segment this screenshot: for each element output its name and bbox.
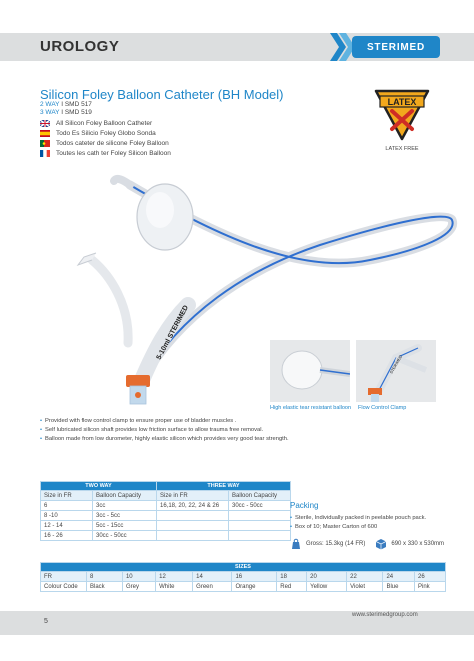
packing-item: • Sterile, Individually packed in peelable pouch pack. <box>290 514 426 523</box>
clamp-label: STERIMED <box>388 354 404 375</box>
packing-item: • Box of 10; Master Carton of 600 <box>290 523 426 532</box>
product-title: Silicon Foley Balloon Catheter (BH Model) <box>40 87 284 102</box>
col-header: Size in FR <box>41 491 93 501</box>
color-row: Colour Code Black Grey White Green Orange Red Yellow Violet Blue Pink <box>41 582 446 592</box>
model-2way: 2 WAY I SMD 517 <box>40 101 92 108</box>
latex-free-label: LATEX FREE <box>385 146 419 152</box>
portugal-flag-icon <box>40 140 50 147</box>
table-row: 6 3cc 16,18, 20, 22, 24 & 26 30cc - 50cc <box>41 501 291 511</box>
col-header: Size in FR <box>157 491 229 501</box>
carton-dimensions: 690 x 330 x 530mm <box>391 541 445 547</box>
clamp-caption: Flow Control Clamp <box>358 405 407 411</box>
fr-row: FR 8 10 12 14 16 18 20 22 24 26 <box>41 572 446 582</box>
balloon-caption: High elastic tear resistant balloon <box>270 405 352 411</box>
lang-portuguese: Todos cateter de silicone Foley Balloon <box>40 140 169 147</box>
packing-list <box>290 514 426 532</box>
table-row: 16 - 26 30cc - 50cc <box>41 531 291 541</box>
uk-flag-icon <box>40 120 50 127</box>
latex-badge-icon <box>370 87 434 143</box>
table-row: 8 -10 3cc - 5cc <box>41 511 291 521</box>
size-capacity-table <box>40 481 291 541</box>
latex-label: LATEX <box>387 97 417 107</box>
balloon-photo <box>270 340 350 402</box>
france-flag-icon <box>40 150 50 157</box>
brand-logo: STERIMED <box>352 36 440 58</box>
gross-weight: Gross: 15.3kg (14 FR) <box>306 541 366 547</box>
sizes-color-table <box>40 562 446 592</box>
spain-flag-icon <box>40 130 50 137</box>
col-header: Balloon Capacity <box>93 491 157 501</box>
website-link[interactable]: www.sterimedgroup.com <box>352 612 418 618</box>
gross-info <box>290 538 444 550</box>
catheter-label: 5-10ml STERIMED <box>155 304 191 361</box>
feature-item: • Balloon made from low durometer, highly elastic silicon which provides very good tear strength. <box>40 435 289 444</box>
packing-title: Packing <box>290 501 319 510</box>
feature-list <box>40 417 289 444</box>
scale-icon <box>290 538 302 550</box>
table-row: 12 - 14 5cc - 15cc <box>41 521 291 531</box>
sizes-header: SIZES <box>41 563 446 572</box>
model-3way: 3 WAY I SMD 519 <box>40 109 92 116</box>
two-way-header: TWO WAY <box>41 482 157 491</box>
clamp-photo <box>356 340 436 402</box>
feature-item: • Self lubricated silicon shaft provides low friction surface to allow trauma free removal. <box>40 426 289 435</box>
col-header: Balloon Capacity <box>229 491 291 501</box>
lang-spanish: Todo Es Silicio Foley Globo Sonda <box>40 130 156 137</box>
lang-english: All Silicon Foley Balloon Catheter <box>40 120 152 127</box>
page-number: 5 <box>44 618 48 625</box>
box-icon <box>375 538 387 550</box>
three-way-header: THREE WAY <box>157 482 291 491</box>
feature-item: • Provided with flow control clamp to ensure proper use of bladder muscles . <box>40 417 289 426</box>
lang-french: Toutes les cath ter Foley Silicon Balloon <box>40 150 171 157</box>
section-title: UROLOGY <box>40 38 120 55</box>
